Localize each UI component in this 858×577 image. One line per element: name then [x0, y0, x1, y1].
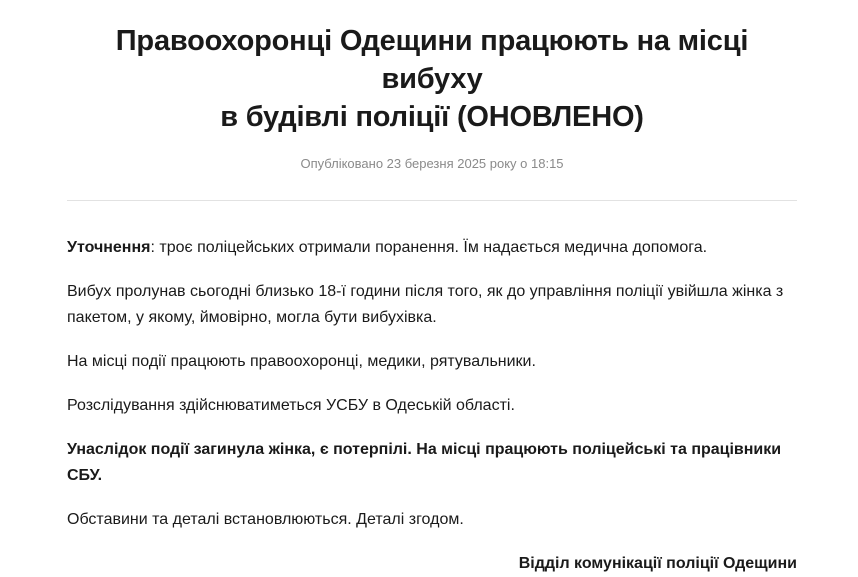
publish-date: Опубліковано 23 березня 2025 року о 18:15: [300, 156, 564, 171]
paragraph-details: Обставини та деталі встановлюються. Деталі згодом.: [67, 511, 464, 528]
article: [67, 0, 797, 577]
clarification-label: Уточнення: [67, 239, 151, 256]
paragraph-responders: На місці події працюють правоохоронці, медики, рятувальники.: [67, 353, 536, 370]
clarification-text: : троє поліцейських отримали поранення. Їм надається медична допомога.: [150, 239, 708, 256]
paragraph-casualties: Унаслідок події загинула жінка, є потерпілі. На місці працюють поліцейські та працівники СБУ.: [67, 441, 782, 484]
article-body: [67, 235, 797, 577]
clarification-paragraph: [67, 235, 797, 261]
article-title-line-1: Правоохоронці Одещини працюють на місці вибуху: [115, 25, 749, 95]
signature: Відділ комунікації поліції Одещини: [518, 555, 797, 572]
paragraph-explosion: Вибух пролунав сьогодні близько 18-ї години після того, як до управління поліції увійшла жінка з пакетом, у якому, ймовірно, могла бути вибухівка.: [67, 283, 784, 326]
divider: [67, 200, 797, 201]
article-title: [67, 22, 797, 136]
paragraph-investigation: Розслідування здійснюватиметься УСБУ в Одеській області.: [67, 397, 515, 414]
article-title-line-2: в будівлі поліції (ОНОВЛЕНО): [220, 101, 644, 133]
